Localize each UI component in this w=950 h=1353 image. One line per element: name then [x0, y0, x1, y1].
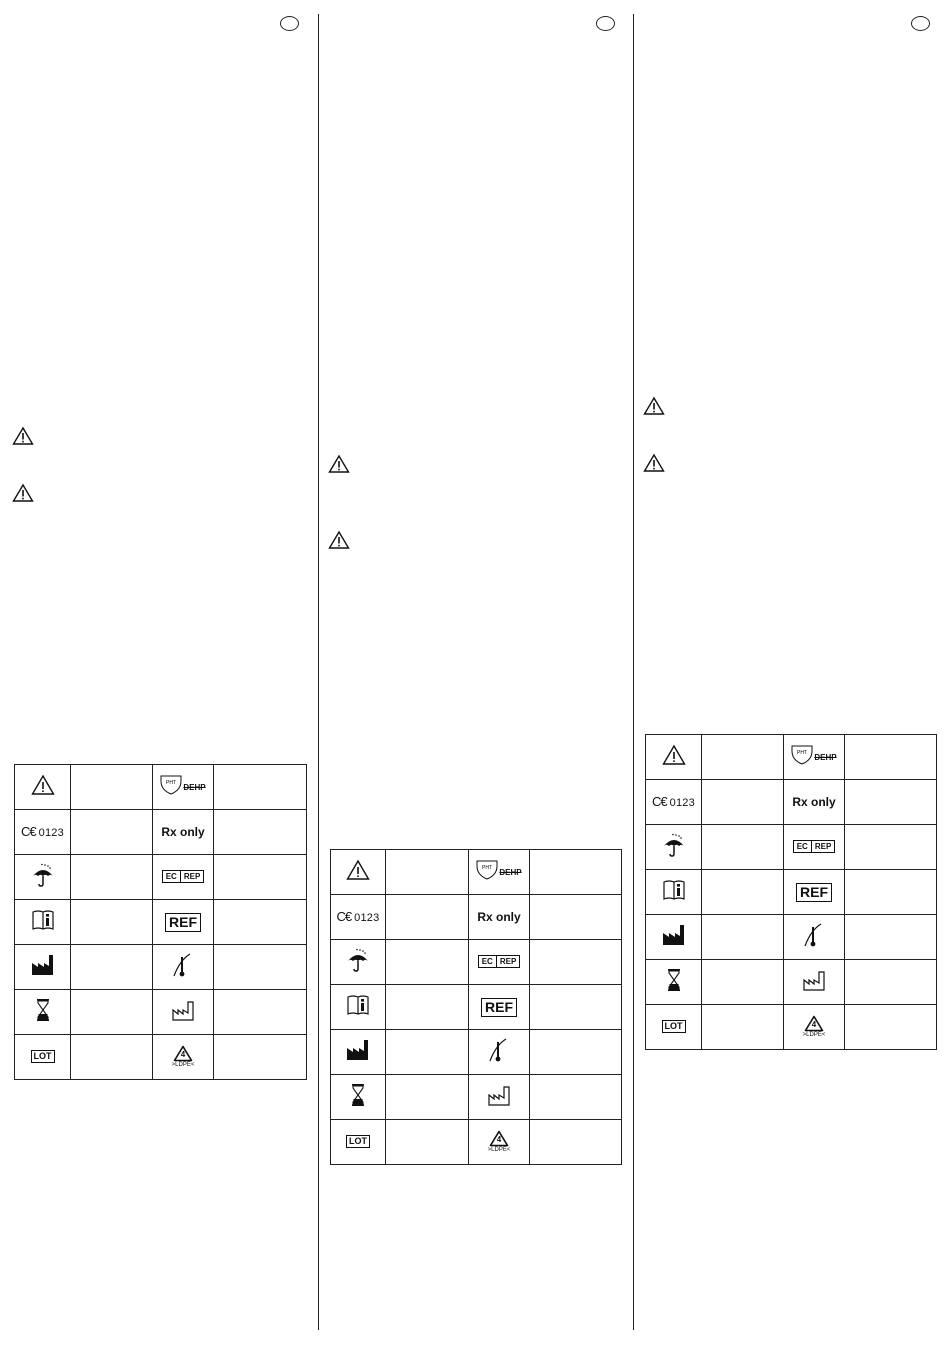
recycle-ldpe-icon	[488, 1130, 511, 1154]
dehp-label: DEHP	[499, 867, 522, 877]
ldpe-label: >LDPE<	[171, 1062, 195, 1068]
symbol-description-cell	[845, 825, 937, 870]
use-by-hourglass-icon	[349, 1083, 367, 1112]
symbol-description-cell	[214, 1035, 307, 1080]
consult-instructions-icon	[31, 908, 55, 937]
symbol-description-cell	[530, 985, 622, 1030]
table-row	[331, 1075, 622, 1120]
date-of-manufacture-icon	[487, 1083, 511, 1112]
symbol-description-cell	[214, 855, 307, 900]
pht-dehp-free-icon	[160, 774, 205, 801]
table-row	[646, 870, 937, 915]
recycle-code: 4	[496, 1135, 502, 1144]
symbol-description-cell	[845, 735, 937, 780]
symbol-cell	[784, 960, 845, 1005]
consult-instructions-icon	[662, 878, 686, 907]
symbol-description-cell	[702, 870, 784, 915]
rep-label: REP	[183, 872, 201, 882]
symbol-cell	[646, 870, 702, 915]
warning-icon	[643, 453, 665, 473]
temperature-limit-icon	[172, 952, 194, 983]
temperature-limit-icon	[803, 922, 825, 953]
table-row	[15, 945, 307, 990]
symbol-description-cell	[214, 810, 307, 855]
symbol-cell	[646, 780, 702, 825]
symbol-description-cell	[530, 1120, 622, 1165]
symbol-cell	[331, 1120, 386, 1165]
symbol-description-cell	[702, 960, 784, 1005]
symbol-description-cell	[71, 945, 153, 990]
symbol-cell	[646, 960, 702, 1005]
warning-icon	[12, 483, 34, 503]
warning-triangle-icon	[31, 774, 55, 801]
language-badge	[280, 16, 299, 31]
symbol-cell	[784, 1005, 845, 1050]
symbol-description-cell	[71, 855, 153, 900]
ce-mark-icon: C€ 0123	[21, 824, 64, 840]
symbol-cell	[469, 895, 530, 940]
rep-label: REP	[499, 957, 517, 967]
symbol-description-cell	[702, 735, 784, 780]
dehp-label: DEHP	[814, 752, 837, 762]
table-row	[15, 810, 307, 855]
recycle-ldpe-icon	[172, 1045, 195, 1069]
lot-icon: LOT	[346, 1135, 370, 1148]
ec-rep-icon	[793, 840, 836, 853]
table-row	[15, 900, 307, 945]
symbol-cell	[15, 945, 71, 990]
symbol-cell	[784, 735, 845, 780]
table-row	[331, 895, 622, 940]
symbol-description-cell	[530, 895, 622, 940]
table-row	[646, 960, 937, 1005]
keep-dry-umbrella-icon	[31, 863, 55, 892]
symbol-cell	[15, 990, 71, 1035]
symbol-description-cell	[386, 1030, 469, 1075]
symbols-table	[645, 734, 937, 1050]
symbol-cell	[331, 850, 386, 895]
symbols-table-body	[331, 850, 622, 1165]
symbol-description-cell	[530, 1030, 622, 1075]
ce-mark-icon: C€ 0123	[336, 909, 380, 925]
warning-icon	[643, 396, 665, 416]
keep-dry-umbrella-icon	[662, 833, 686, 862]
symbol-description-cell	[71, 990, 153, 1035]
symbol-description-cell	[386, 1075, 469, 1120]
date-of-manufacture-icon	[802, 968, 826, 997]
symbol-description-cell	[702, 915, 784, 960]
symbols-table	[14, 764, 307, 1080]
recycle-ldpe-icon	[803, 1015, 826, 1039]
symbol-description-cell	[530, 850, 622, 895]
symbol-description-cell	[214, 945, 307, 990]
warning-triangle-icon	[346, 859, 370, 886]
symbol-cell	[469, 1030, 530, 1075]
symbol-description-cell	[71, 900, 153, 945]
ref-icon: REF	[165, 913, 201, 932]
ldpe-label: >LDPE<	[487, 1147, 511, 1153]
ref-icon: REF	[796, 883, 832, 902]
table-row	[646, 915, 937, 960]
symbol-cell	[153, 810, 214, 855]
notified-body-number: 0123	[669, 797, 695, 810]
ec-label: EC	[479, 956, 497, 967]
symbol-cell	[331, 985, 386, 1030]
symbol-description-cell	[845, 870, 937, 915]
symbol-cell	[15, 765, 71, 810]
use-by-hourglass-icon	[665, 968, 683, 997]
symbol-cell	[331, 895, 386, 940]
symbol-cell	[15, 810, 71, 855]
warning-icon	[328, 530, 350, 550]
table-row	[646, 825, 937, 870]
symbol-cell	[15, 1035, 71, 1080]
rx-only-icon: Rx only	[792, 794, 836, 809]
ec-rep-icon	[162, 870, 205, 883]
table-row	[331, 1030, 622, 1075]
temperature-limit-icon	[488, 1037, 510, 1068]
symbol-cell	[469, 985, 530, 1030]
symbol-description-cell	[214, 990, 307, 1035]
symbol-cell	[15, 900, 71, 945]
symbol-cell	[15, 855, 71, 900]
pht-dehp-free-icon	[476, 859, 521, 886]
symbol-description-cell	[845, 915, 937, 960]
notified-body-number: 0123	[354, 912, 380, 925]
ce-mark-icon: C€ 0123	[652, 794, 695, 810]
keep-dry-umbrella-icon	[346, 948, 370, 977]
dehp-label: DEHP	[183, 782, 206, 792]
symbol-cell	[153, 765, 214, 810]
symbol-description-cell	[71, 1035, 153, 1080]
consult-instructions-icon	[346, 993, 370, 1022]
table-row	[331, 940, 622, 985]
symbol-description-cell	[702, 1005, 784, 1050]
symbol-description-cell	[702, 780, 784, 825]
table-row	[331, 850, 622, 895]
symbol-cell	[469, 940, 530, 985]
symbol-description-cell	[530, 1075, 622, 1120]
language-badge	[596, 16, 615, 31]
table-row	[15, 855, 307, 900]
symbol-description-cell	[702, 825, 784, 870]
ref-icon: REF	[481, 998, 517, 1017]
table-row	[646, 1005, 937, 1050]
symbol-cell	[153, 900, 214, 945]
symbol-cell	[646, 915, 702, 960]
symbols-table-body	[15, 765, 307, 1080]
symbol-description-cell	[386, 850, 469, 895]
warning-triangle-icon	[662, 744, 686, 771]
symbol-cell	[646, 1005, 702, 1050]
recycle-code: 4	[811, 1020, 817, 1029]
symbol-cell	[153, 1035, 214, 1080]
column-divider	[633, 14, 634, 1330]
ldpe-label: >LDPE<	[802, 1032, 826, 1038]
symbol-description-cell	[386, 985, 469, 1030]
symbol-cell	[784, 870, 845, 915]
language-badge	[911, 16, 930, 31]
table-row	[15, 1035, 307, 1080]
symbol-cell	[646, 825, 702, 870]
ec-label: EC	[163, 871, 181, 882]
ec-label: EC	[794, 841, 812, 852]
symbols-table-body	[646, 735, 937, 1050]
lot-icon: LOT	[31, 1050, 55, 1063]
lot-icon: LOT	[662, 1020, 686, 1033]
symbol-description-cell	[845, 960, 937, 1005]
symbol-description-cell	[71, 810, 153, 855]
symbol-cell	[469, 1120, 530, 1165]
symbol-cell	[153, 945, 214, 990]
table-row	[15, 765, 307, 810]
symbol-description-cell	[386, 1120, 469, 1165]
symbol-cell	[153, 990, 214, 1035]
svg-text:PHT: PHT	[482, 864, 493, 871]
warning-icon	[328, 454, 350, 474]
rx-only-icon: Rx only	[477, 909, 521, 924]
table-row	[646, 780, 937, 825]
symbol-cell	[331, 1075, 386, 1120]
symbols-table	[330, 849, 622, 1165]
rx-only-icon: Rx only	[161, 824, 205, 839]
svg-text:PHT: PHT	[166, 779, 177, 786]
symbol-cell	[784, 780, 845, 825]
symbol-cell	[331, 940, 386, 985]
symbol-cell	[784, 825, 845, 870]
table-row	[331, 1120, 622, 1165]
table-row	[331, 985, 622, 1030]
symbol-description-cell	[214, 900, 307, 945]
notified-body-number: 0123	[38, 827, 64, 840]
rep-label: REP	[814, 842, 832, 852]
table-row	[646, 735, 937, 780]
symbol-cell	[469, 850, 530, 895]
manufacturer-icon	[346, 1038, 370, 1067]
symbol-cell	[153, 855, 214, 900]
manufacturer-icon	[31, 953, 55, 982]
symbol-description-cell	[530, 940, 622, 985]
symbol-cell	[331, 1030, 386, 1075]
symbol-description-cell	[845, 780, 937, 825]
symbol-description-cell	[386, 940, 469, 985]
symbol-description-cell	[214, 765, 307, 810]
recycle-code: 4	[180, 1050, 186, 1059]
symbol-cell	[646, 735, 702, 780]
column-divider	[318, 14, 319, 1330]
symbol-cell	[469, 1075, 530, 1120]
symbol-cell	[784, 915, 845, 960]
symbol-description-cell	[386, 895, 469, 940]
symbol-description-cell	[845, 1005, 937, 1050]
table-row	[15, 990, 307, 1035]
svg-text:PHT: PHT	[797, 749, 808, 756]
ec-rep-icon	[478, 955, 521, 968]
warning-icon	[12, 426, 34, 446]
pht-dehp-free-icon	[791, 744, 836, 771]
use-by-hourglass-icon	[34, 998, 52, 1027]
date-of-manufacture-icon	[171, 998, 195, 1027]
symbol-description-cell	[71, 765, 153, 810]
manufacturer-icon	[662, 923, 686, 952]
